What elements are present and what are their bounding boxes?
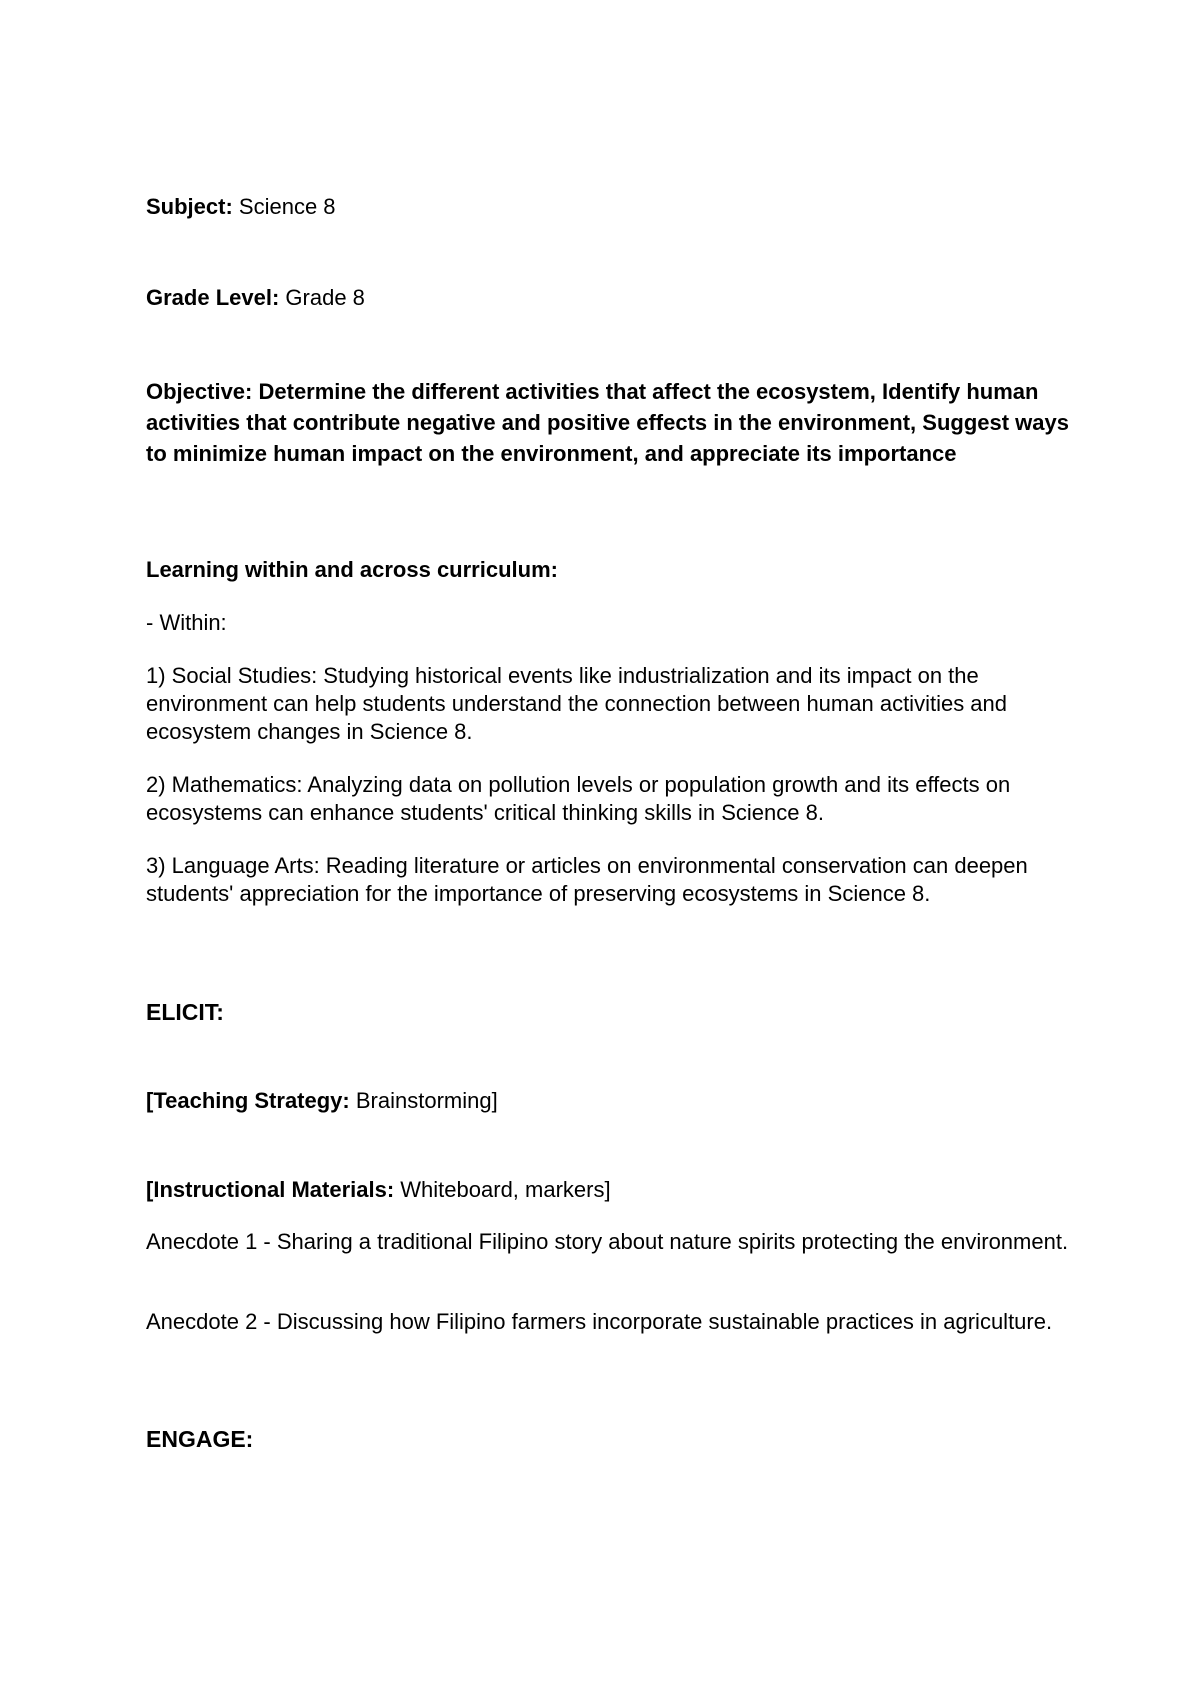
materials-open-bracket: [ (146, 1177, 154, 1202)
anecdote-2: Anecdote 2 - Discussing how Filipino farmers incorporate sustainable practices in agriculture. (146, 1309, 1053, 1334)
curriculum-item-mathematics: 2) Mathematics: Analyzing data on pollution levels or population growth and its effects on ecosystems can enhance students' critical thinking skills in Science 8. (146, 772, 1011, 825)
within-label: - Within: (146, 610, 227, 635)
objective-label: Objective: (146, 379, 253, 404)
objective-paragraph (146, 376, 1076, 469)
subject-line (146, 193, 1076, 221)
strategy-value: Brainstorming] (355, 1088, 498, 1113)
subject-value: Science 8 (238, 194, 336, 219)
materials-value: Whiteboard, markers] (400, 1177, 611, 1202)
curriculum-item-language-arts: 3) Language Arts: Reading literature or articles on environmental conservation can deepen students' appreciation for the importance of preserving ecosystems in Science 8. (146, 853, 1028, 906)
grade-label: Grade Level: (146, 285, 280, 310)
strategy-open-bracket: [ (146, 1088, 154, 1113)
engage-heading: ENGAGE: (146, 1426, 254, 1452)
materials-label: Instructional Materials: (153, 1177, 395, 1202)
strategy-label: Teaching Strategy: (153, 1088, 350, 1113)
grade-level-line (146, 284, 1076, 312)
subject-label: Subject: (146, 194, 233, 219)
curriculum-heading: Learning within and across curriculum: (146, 557, 558, 582)
objective-text: Determine the different activities that affect the ecosystem, Identify human activities that contribute negative and positive effects in the environment, Suggest ways to minimize human impact on the environment, and appreciate its importance (146, 379, 1069, 466)
elicit-heading: ELICIT: (146, 999, 224, 1025)
teaching-strategy-line (146, 1087, 1076, 1115)
curriculum-item-social-studies: 1) Social Studies: Studying historical events like industrialization and its impact on the environment can help students understand the connection between human activities and ecosystem changes in Science 8. (146, 663, 1008, 744)
instructional-materials-line (146, 1176, 1076, 1204)
grade-value: Grade 8 (285, 285, 365, 310)
anecdote-1: Anecdote 1 - Sharing a traditional Filipino story about nature spirits protecting the environment. (146, 1229, 1069, 1254)
